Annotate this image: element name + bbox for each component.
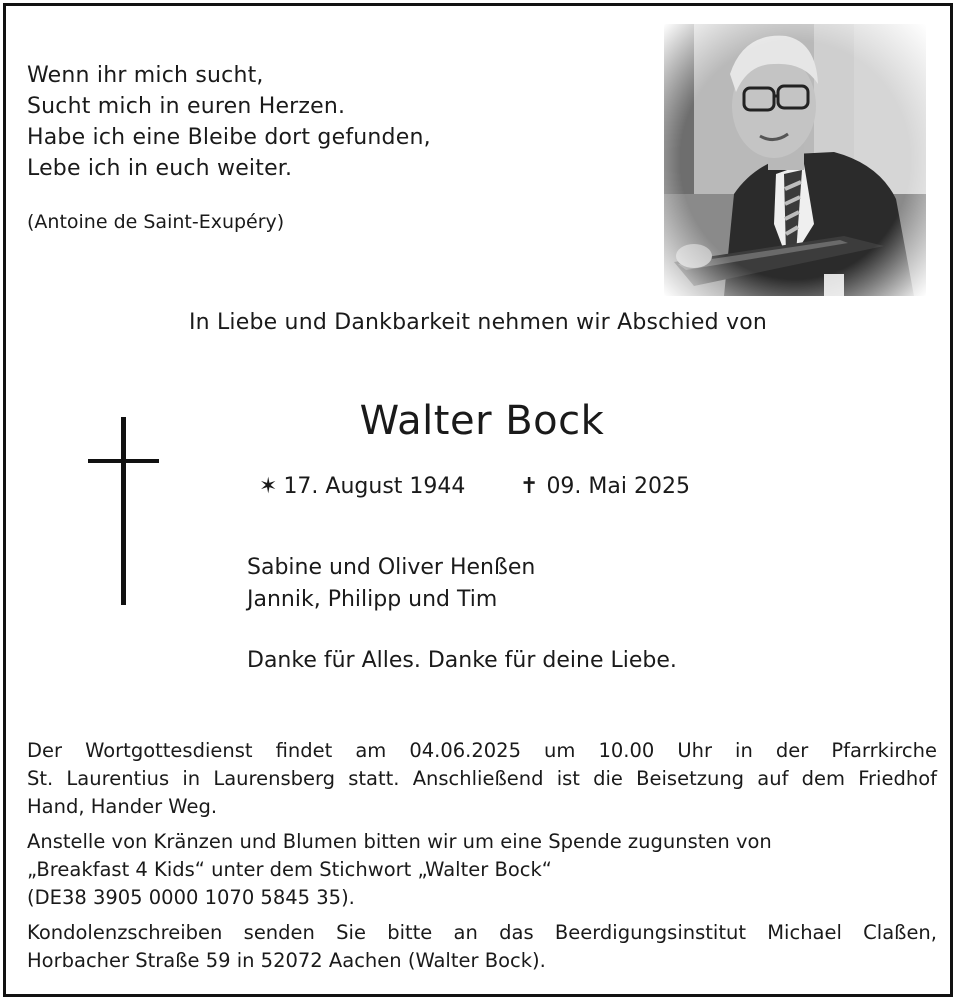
info-line: Anstelle von Kränzen und Blumen bitten wir um eine Spende zugunsten von bbox=[27, 830, 772, 853]
poem-line: Lebe ich in euch weiter. bbox=[27, 156, 293, 181]
small-cross-icon: ✝ bbox=[520, 474, 539, 499]
info-line: (DE38 3905 0000 1070 5845 35). bbox=[27, 886, 355, 909]
donation-paragraph bbox=[27, 828, 937, 912]
info-line: Horbacher Straße 59 in 52072 Aachen (Walter Bock). bbox=[27, 949, 546, 972]
info-line: „Breakfast 4 Kids“ unter dem Stichwort „Walter Bock“ bbox=[27, 858, 552, 881]
portrait-photo bbox=[664, 24, 926, 296]
info-line: Kondolenzschreiben senden Sie bitte an das Beerdigungsinstitut Michael Claßen, bbox=[27, 921, 937, 944]
star-icon: ✶ bbox=[259, 474, 278, 499]
poem-author: (Antoine de Saint-Exupéry) bbox=[27, 211, 285, 233]
condolence-paragraph bbox=[27, 919, 937, 975]
family-line: Sabine und Oliver Henßen bbox=[247, 555, 536, 580]
cross-icon bbox=[88, 417, 160, 611]
deceased-name: Walter Bock bbox=[359, 398, 605, 444]
info-block bbox=[27, 737, 937, 982]
family-list bbox=[247, 552, 535, 616]
service-paragraph bbox=[27, 737, 937, 821]
info-line: St. Laurentius in Laurensberg statt. Anschließend ist die Beisetzung auf dem Friedhof bbox=[27, 767, 937, 790]
info-line: Hand, Hander Weg. bbox=[27, 795, 218, 818]
intro-text: In Liebe und Dankbarkeit nehmen wir Abschied von bbox=[188, 310, 768, 335]
info-line: Der Wortgottesdienst findet am 04.06.2025 um 10.00 Uhr in der Pfarrkirche bbox=[27, 739, 937, 762]
birth-date-line bbox=[259, 474, 465, 499]
death-date-line bbox=[520, 474, 690, 499]
poem bbox=[27, 60, 587, 235]
birth-date: 17. August 1944 bbox=[283, 474, 466, 499]
family-line: Jannik, Philipp und Tim bbox=[247, 587, 498, 612]
poem-line: Sucht mich in euren Herzen. bbox=[27, 94, 346, 119]
poem-line: Wenn ihr mich sucht, bbox=[27, 63, 264, 88]
death-date: 09. Mai 2025 bbox=[546, 474, 690, 499]
poem-line: Habe ich eine Bleibe dort gefunden, bbox=[27, 125, 431, 150]
thanks-text: Danke für Alles. Danke für deine Liebe. bbox=[247, 648, 677, 673]
